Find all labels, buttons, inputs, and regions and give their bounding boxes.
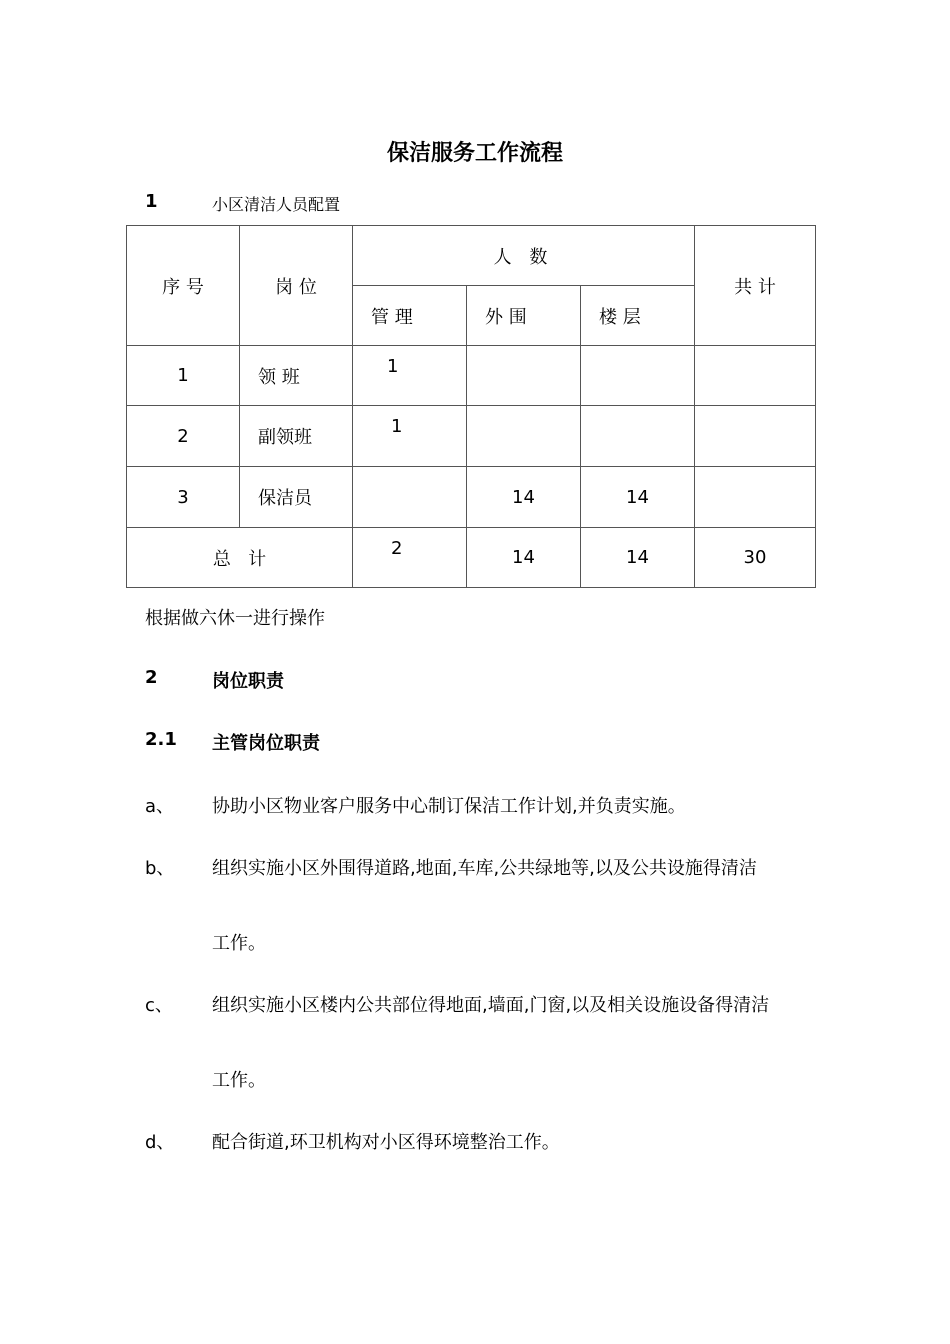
duty-d-marker: d、 — [145, 1132, 175, 1153]
sum-management: 2 — [353, 528, 467, 588]
row-post: 领 班 — [240, 346, 353, 406]
duty-a-marker: a、 — [145, 796, 175, 817]
row-floor — [581, 406, 695, 467]
duty-c-text-cont: 工作。 — [212, 1070, 266, 1091]
sum-floor: 14 — [581, 528, 695, 588]
sum-outer: 14 — [467, 528, 581, 588]
row-post: 副领班 — [240, 406, 353, 467]
header-outer: 外 围 — [467, 286, 581, 346]
row-total — [695, 346, 816, 406]
row-total — [695, 467, 816, 528]
row-outer — [467, 406, 581, 467]
header-total: 共 计 — [695, 226, 816, 346]
duty-d-text: 配合街道,环卫机构对小区得环境整治工作。 — [212, 1132, 560, 1153]
duty-b-text: 组织实施小区外围得道路,地面,车库,公共绿地等,以及公共设施得清洁 — [212, 858, 757, 879]
row-total — [695, 406, 816, 467]
header-seq: 序 号 — [127, 226, 240, 346]
page-title: 保洁服务工作流程 — [386, 141, 563, 166]
section-2-number: 2 — [145, 667, 158, 688]
header-floor: 楼 层 — [581, 286, 695, 346]
row-outer: 14 — [467, 467, 581, 528]
duty-b-text-cont: 工作。 — [212, 933, 266, 954]
row-seq: 2 — [127, 406, 240, 467]
duty-a-text: 协助小区物业客户服务中心制订保洁工作计划,并负责实施。 — [212, 796, 686, 817]
row-management: 1 — [353, 406, 467, 467]
table-row — [127, 406, 816, 467]
staffing-table — [126, 225, 816, 588]
section-2-1-heading: 主管岗位职责 — [212, 733, 320, 754]
section-1-number: 1 — [145, 191, 158, 212]
row-floor: 14 — [581, 467, 695, 528]
section-1-heading: 小区清洁人员配置 — [212, 195, 341, 214]
row-floor — [581, 346, 695, 406]
rest-schedule-note: 根据做六休一进行操作 — [145, 608, 325, 629]
table-row — [127, 346, 816, 406]
section-2-1-number: 2.1 — [145, 729, 177, 750]
row-seq: 1 — [127, 346, 240, 406]
header-post: 岗 位 — [240, 226, 353, 346]
header-management: 管 理 — [353, 286, 467, 346]
row-post: 保洁员 — [240, 467, 353, 528]
row-outer — [467, 346, 581, 406]
row-management: 1 — [353, 346, 467, 406]
duty-c-text: 组织实施小区楼内公共部位得地面,墙面,门窗,以及相关设施设备得清洁 — [212, 995, 770, 1016]
duty-b-marker: b、 — [145, 858, 175, 879]
row-management — [353, 467, 467, 528]
duty-c-marker: c、 — [145, 995, 173, 1016]
header-people: 人 数 — [353, 226, 695, 286]
table-row — [127, 467, 816, 528]
section-2-heading: 岗位职责 — [212, 671, 284, 692]
sum-total: 30 — [695, 528, 816, 588]
row-seq: 3 — [127, 467, 240, 528]
sum-row — [127, 528, 816, 588]
sum-label: 总 计 — [127, 528, 353, 588]
